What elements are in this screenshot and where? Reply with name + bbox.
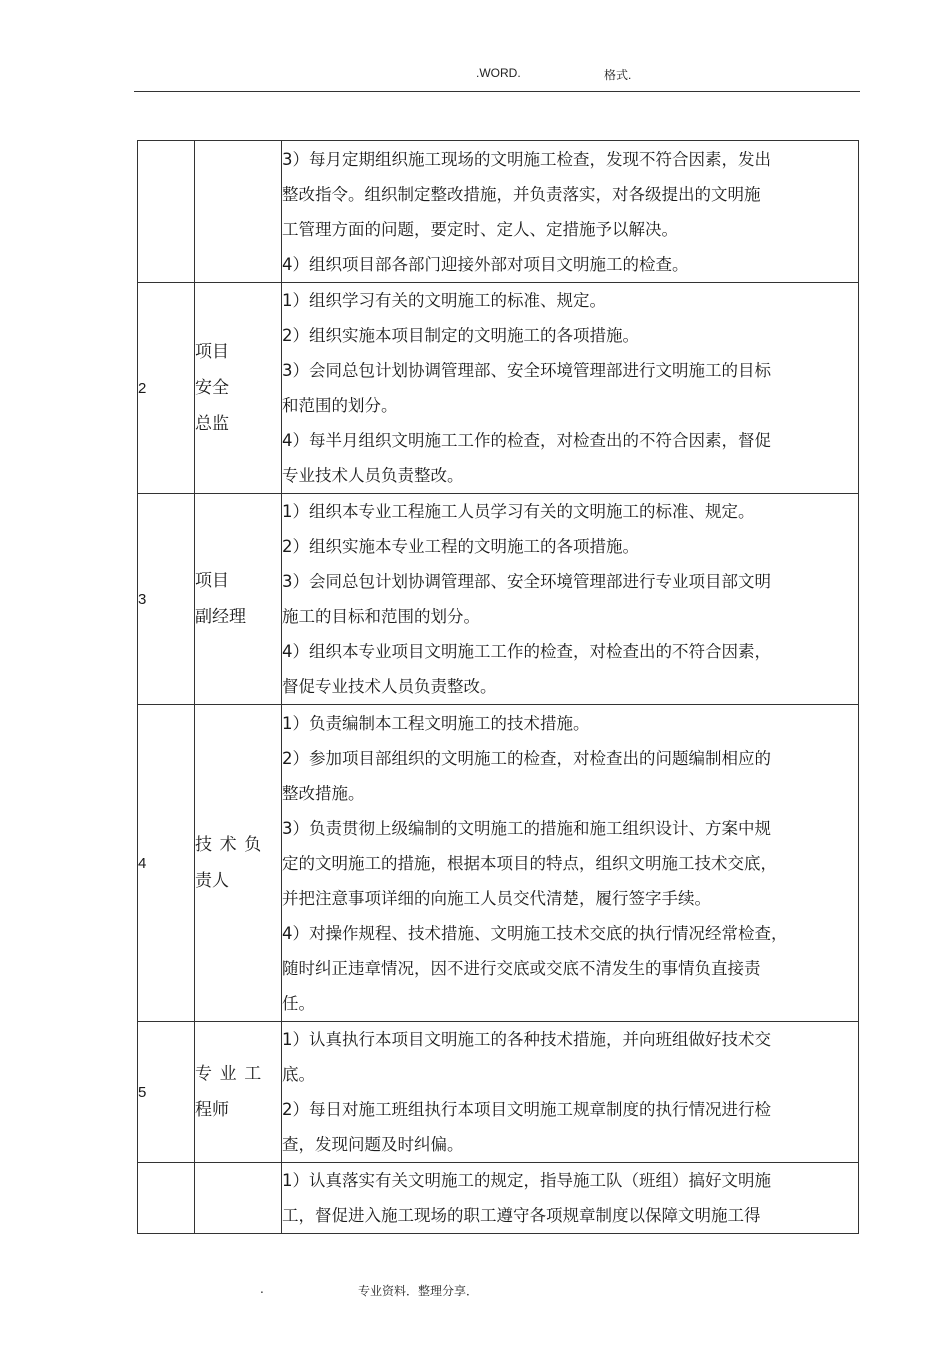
table-row: [138, 705, 859, 1022]
duty-line: 整改指令。组织制定整改措施，并负责落实，对各级提出的文明施: [282, 184, 761, 204]
row-role: [195, 283, 282, 494]
duty-line: 专业技术人员负责整改。: [282, 466, 464, 485]
duty-line: 整改措施。: [282, 783, 365, 803]
role-line: 副经理: [195, 607, 246, 627]
duty-line: 2）组织实施本专业工程的文明施工的各项措施。: [282, 537, 639, 556]
row-duties: [282, 494, 859, 705]
header-word-label: .WORD.: [476, 66, 521, 80]
duty-line: 工管理方面的问题，要定时、定人、定措施予以解决。: [282, 219, 678, 239]
row-duties: [282, 283, 859, 494]
duty-line: 3）每月定期组织施工现场的文明施工检查，发现不符合因素，发出: [282, 149, 771, 169]
row-number: 5: [138, 1022, 195, 1163]
duty-line: 1）组织本专业工程施工人员学习有关的文明施工的标准、规定。: [282, 502, 755, 521]
table-row: [138, 494, 859, 705]
row-role: [195, 705, 282, 1022]
row-role: [195, 1163, 282, 1234]
role-line: 安全: [195, 378, 229, 398]
duty-line: 4）对操作规程、技术措施、文明施工技术交底的执行情况经常检查，: [282, 923, 788, 943]
header-format-label: 格式.: [604, 68, 632, 82]
table-row: [138, 1163, 859, 1234]
duty-line: 1）认真执行本项目文明施工的各种技术措施，并向班组做好技术交: [282, 1030, 771, 1049]
role-line: 项目: [195, 571, 229, 591]
duty-line: 4）组织项目部各部门迎接外部对项目文明施工的检查。: [282, 254, 689, 274]
footer-text: 专业资料．整理分享．: [358, 1284, 479, 1298]
duty-line: 1）负责编制本工程文明施工的技术措施。: [282, 713, 590, 733]
duty-line: 并把注意事项详细的向施工人员交代清楚，履行签字手续。: [282, 888, 711, 908]
duty-line: 查，发现问题及时纠偏。: [282, 1135, 464, 1154]
duty-line: 4）每半月组织文明施工工作的检查，对检查出的不符合因素，督促: [282, 431, 771, 450]
role-line: 专业工: [195, 1064, 269, 1084]
duty-line: 3）负责贯彻上级编制的文明施工的措施和施工组织设计、方案中规: [282, 818, 771, 838]
duty-line: 随时纠正违章情况，因不进行交底或交底不清发生的事情负直接责: [282, 958, 761, 978]
duty-line: 3）会同总包计划协调管理部、安全环境管理部进行专业项目部文明: [282, 572, 771, 591]
role-line: 技术负: [195, 835, 269, 855]
row-role: [195, 1022, 282, 1163]
role-line: 责人: [195, 871, 229, 891]
row-duties: [282, 141, 859, 283]
duty-line: 定的文明施工的措施，根据本项目的特点，组织文明施工技术交底，: [282, 853, 777, 873]
row-number: 2: [138, 283, 195, 494]
row-number: 3: [138, 494, 195, 705]
duty-line: 工，督促进入施工现场的职工遵守各项规章制度以保障文明施工得: [282, 1206, 761, 1225]
row-role: [195, 494, 282, 705]
duty-line: 1）组织学习有关的文明施工的标准、规定。: [282, 291, 606, 310]
duty-line: 底。: [282, 1065, 315, 1084]
duty-line: 和范围的划分。: [282, 396, 398, 415]
row-duties: [282, 1022, 859, 1163]
row-role: [195, 141, 282, 283]
row-duties: [282, 705, 859, 1022]
row-duties: [282, 1163, 859, 1234]
duty-line: 任。: [282, 993, 315, 1013]
role-line: 程师: [195, 1100, 229, 1120]
row-number: [138, 1163, 195, 1234]
duty-line: 2）每日对施工班组执行本项目文明施工规章制度的执行情况进行检: [282, 1100, 771, 1119]
table-row: [138, 1022, 859, 1163]
row-number: [138, 141, 195, 283]
duty-line: 2）参加项目部组织的文明施工的检查，对检查出的问题编制相应的: [282, 748, 771, 768]
row-number: 4: [138, 705, 195, 1022]
duty-line: 4）组织本专业项目文明施工工作的检查，对检查出的不符合因素，: [282, 642, 771, 661]
role-line: 总监: [195, 414, 229, 434]
responsibility-table: [137, 140, 859, 1234]
table-row: [138, 141, 859, 283]
header-rule: [134, 91, 860, 92]
duty-line: 2）组织实施本项目制定的文明施工的各项措施。: [282, 326, 639, 345]
duty-line: 督促专业技术人员负责整改。: [282, 677, 497, 696]
duty-line: 施工的目标和范围的划分。: [282, 607, 480, 626]
role-line: 项目: [195, 342, 229, 362]
table-row: [138, 283, 859, 494]
footer-dot: .: [260, 1282, 264, 1296]
duty-line: 1）认真落实有关文明施工的规定，指导施工队（班组）搞好文明施: [282, 1171, 771, 1190]
duty-line: 3）会同总包计划协调管理部、安全环境管理部进行文明施工的目标: [282, 361, 771, 380]
